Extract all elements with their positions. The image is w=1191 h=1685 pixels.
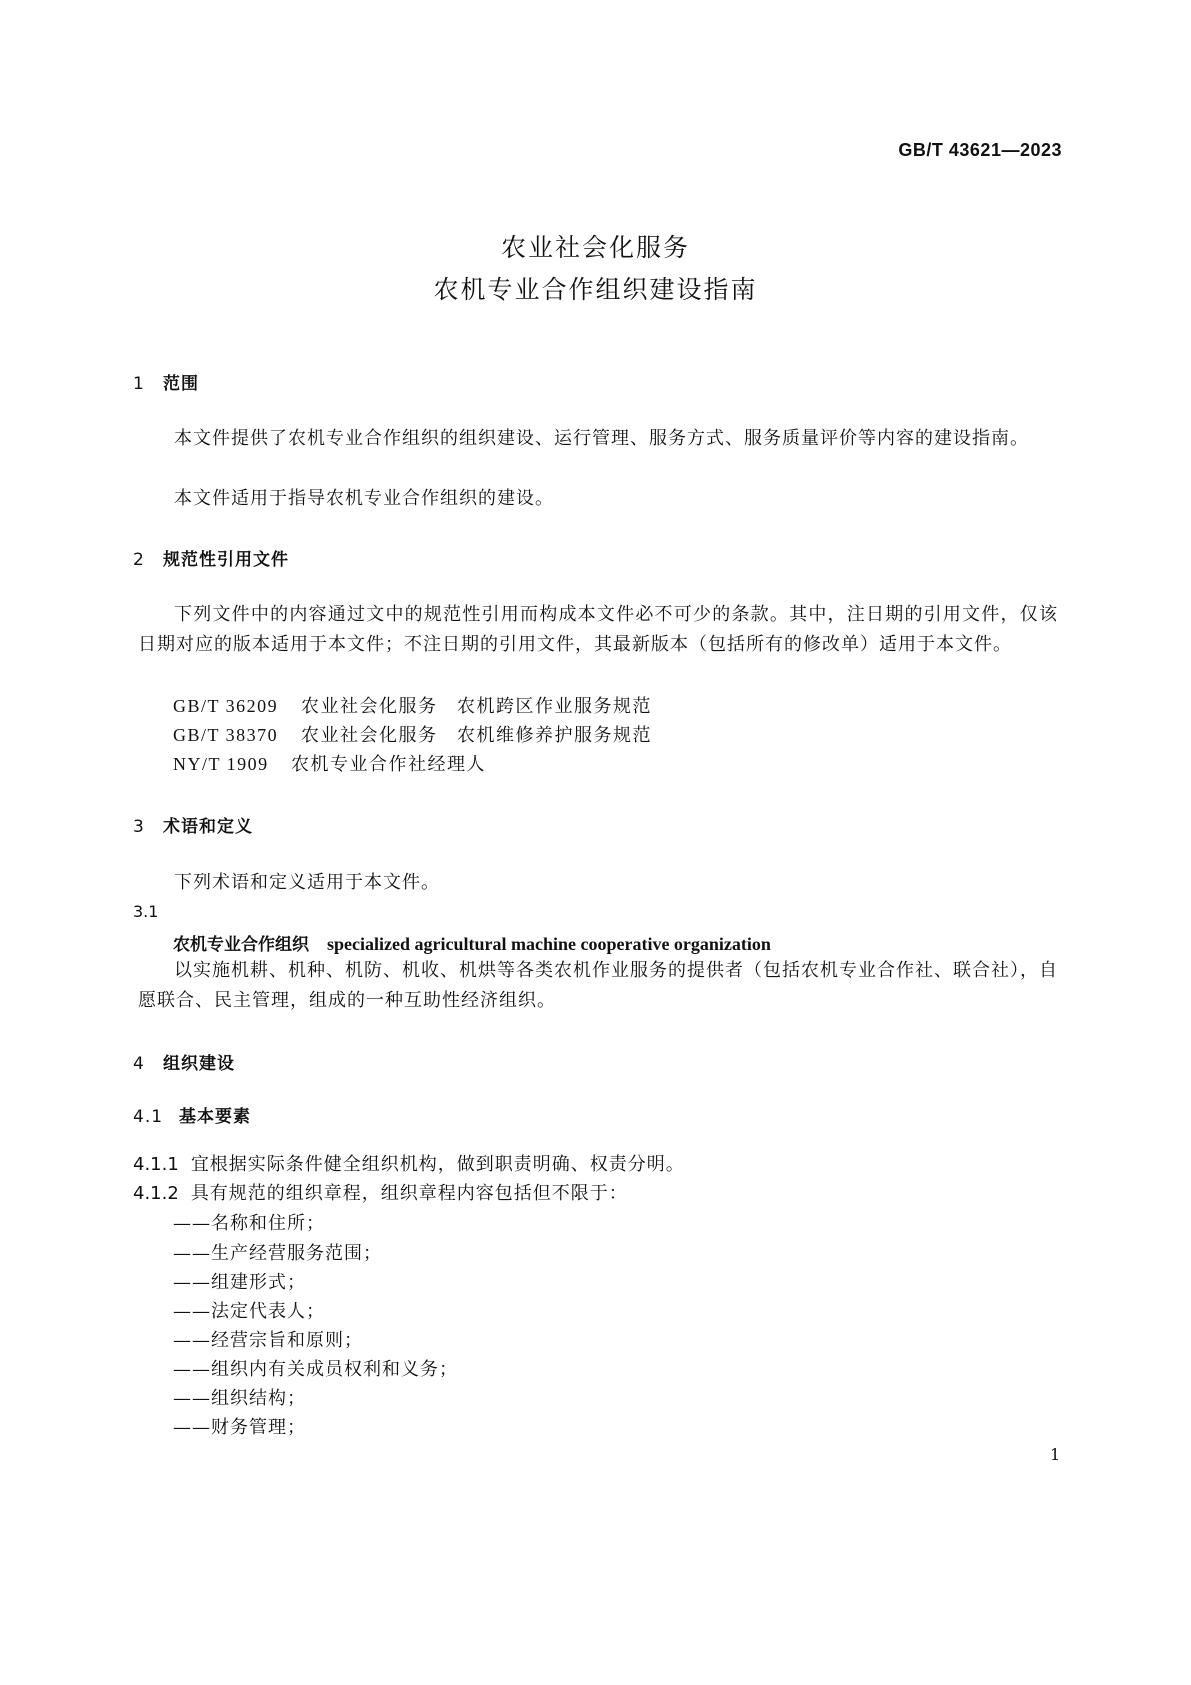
- reference-title: 农机专业合作社经理人: [291, 754, 486, 775]
- term-english: specialized agricultural machine cooperative organization: [327, 934, 771, 954]
- subsection-4-1-heading: [133, 1102, 251, 1127]
- clause-4-1-1: [133, 1150, 685, 1176]
- reference-title: 农业社会化服务 农机维修养护服务规范: [301, 725, 652, 746]
- document-title-line2: 农机专业合作组织建设指南: [433, 275, 758, 304]
- document-title-line1: 农业社会化服务: [500, 233, 690, 262]
- section-number: 4: [133, 1054, 145, 1074]
- clause-4-1-2: [133, 1179, 628, 1205]
- list-item: ——组织内有关成员权利和义务；: [173, 1359, 458, 1380]
- section-1-heading: [133, 369, 199, 394]
- reference-code: GB/T 36209: [173, 696, 279, 716]
- term-number: 3.1: [133, 902, 159, 921]
- section-2-heading: [133, 545, 289, 570]
- reference-item: [173, 692, 652, 718]
- standard-number: GB/T 43621—2023: [898, 140, 1062, 160]
- section-title: 组织建设: [163, 1054, 235, 1074]
- reference-item: [173, 750, 486, 776]
- list-item: ——名称和住所；: [173, 1213, 325, 1234]
- section-number: 2: [133, 550, 145, 570]
- reference-code: GB/T 38370: [173, 725, 279, 745]
- clause-text: 具有规范的组织章程，组织章程内容包括但不限于：: [190, 1183, 628, 1204]
- section-1-paragraph-1: 本文件提供了农机专业合作组织的组织建设、运行管理、服务方式、服务质量评价等内容的建设指南。: [174, 428, 1029, 449]
- section-number: 3: [133, 817, 145, 837]
- clause-number: 4.1.2: [133, 1183, 179, 1204]
- list-item: ——法定代表人；: [173, 1301, 325, 1322]
- list-item: ——组建形式；: [173, 1272, 306, 1293]
- subsection-title: 基本要素: [179, 1107, 251, 1127]
- reference-title: 农业社会化服务 农机跨区作业服务规范: [301, 696, 652, 717]
- section-title: 范围: [163, 374, 199, 394]
- term-definition: 以实施机耕、机种、机防、机收、机烘等各类农机作业服务的提供者（包括农机专业合作社、联合社），自愿联合、民主管理，组成的一种互助性经济组织。: [138, 960, 1058, 1011]
- section-title: 术语和定义: [163, 817, 253, 837]
- section-3-paragraph-1: 下列术语和定义适用于本文件。: [174, 872, 440, 893]
- page-number: 1: [1050, 1445, 1061, 1464]
- list-item: ——生产经营服务范围；: [173, 1243, 382, 1264]
- subsection-number: 4.1: [133, 1107, 164, 1127]
- clause-text: 宜根据实际条件健全组织机构，做到职责明确、权责分明。: [190, 1154, 685, 1175]
- section-1-paragraph-2: 本文件适用于指导农机专业合作组织的建设。: [174, 488, 554, 509]
- clause-number: 4.1.1: [133, 1154, 179, 1175]
- list-item: ——财务管理；: [173, 1417, 306, 1438]
- reference-code: NY/T 1909: [173, 754, 269, 774]
- section-2-paragraph-1: 下列文件中的内容通过文中的规范性引用而构成本文件必不可少的条款。其中，注日期的引用文件，仅该日期对应的版本适用于本文件；不注日期的引用文件，其最新版本（包括所有的修改单）适用于本文件。: [138, 604, 1058, 655]
- section-3-heading: [133, 812, 253, 837]
- term-entry: [173, 930, 771, 955]
- section-number: 1: [133, 374, 145, 394]
- section-title: 规范性引用文件: [163, 550, 289, 570]
- list-item: ——经营宗旨和原则；: [173, 1330, 363, 1351]
- reference-item: [173, 721, 652, 747]
- list-item: ——组织结构；: [173, 1388, 306, 1409]
- section-4-heading: [133, 1049, 235, 1074]
- term-chinese: 农机专业合作组织: [173, 935, 309, 955]
